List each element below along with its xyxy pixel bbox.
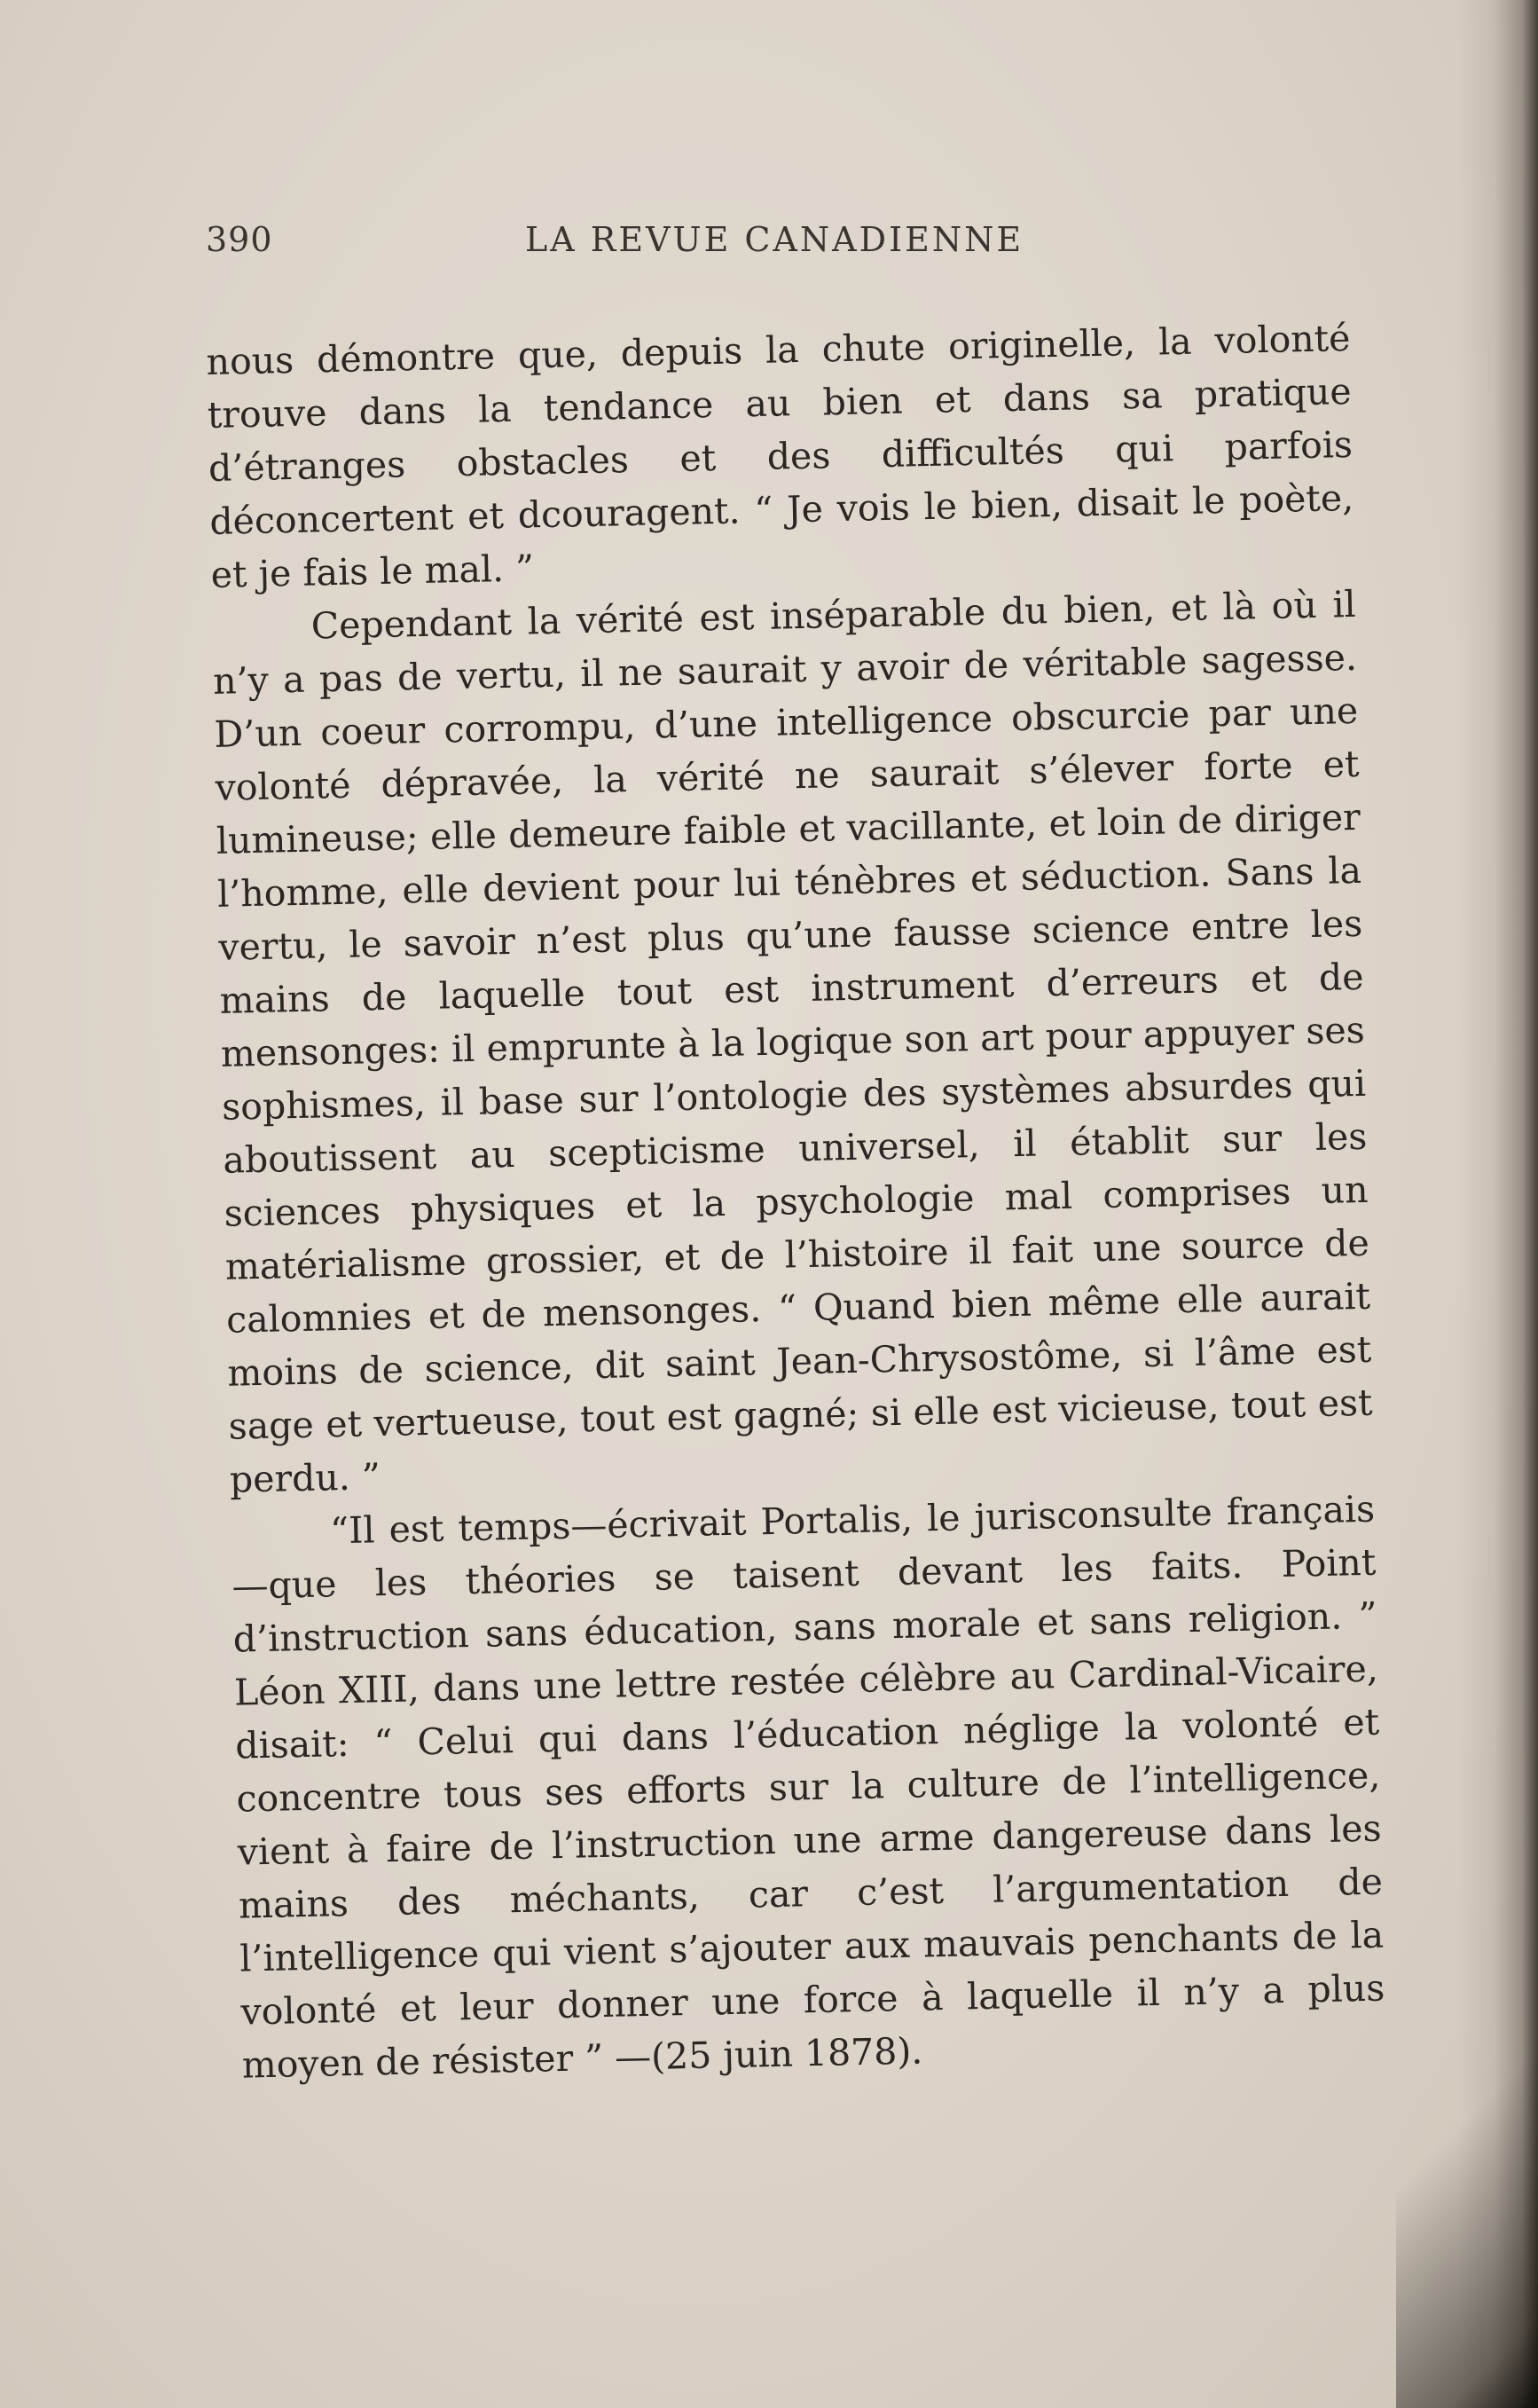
paragraph-1: nous démontre que, depuis la chute originelle, la volonté trouve dans la tendance au bien et dans sa pratique d’étranges obstacles et des difficultés qui parfois déconcertent et dcouragent. “ Je vois le bien, disait le poète, et je fais le mal. ” bbox=[206, 316, 1354, 596]
page-corner-shadow bbox=[1396, 1947, 1538, 2408]
paragraph-2: Cependant la vérité est inséparable du bien, et là où il n’y a pas de vertu, il ne saurait y avoir de véritable sagesse. D’un coeur corrompu, d’une intelligence obscurcie par une volonté dépravée, la vérité ne saurait s’élever forte et lumineuse; elle demeure faible et vacillante, et loin de diriger l’homme, elle devient pour lui ténèbres et séduction. Sans la vertu, le savoir n’est plus qu’une fausse science entre les mains de laquelle tout est instrument d’erreurs et de mensonges: il emprunte à la logique son art pour appuyer ses sophismes, il base sur l’ontologie des systèmes absurdes qui aboutissent au scepticisme universel, il établit sur les sciences physiques et la psychologie mal comprises un matérialisme grossier, et de l’histoire il fait une source de calomnies et de mensonges. “ Quand bien même elle aurait moins de science, dit saint Jean-Chrysostôme, si l’âme est sage et vertueuse, tout est gagné; si elle est vicieuse, tout est perdu. ” bbox=[212, 582, 1373, 1501]
page-header bbox=[206, 220, 1040, 273]
body-text bbox=[206, 311, 1386, 2092]
paragraph-3: “Il est temps—écrivait Portalis, le jurisconsulte français —que les théories se taisent devant les faits. Point d’instruction sans éducation, sans morale et sans religion. ” Léon XIII, dans une lettre restée célèbre au Cardinal-Vicaire, disait: “ Celui qui dans l’éducation néglige la volonté et concentre tous ses efforts sur la culture de l’intelligence, vient à faire de l’instruction une arme dangereuse dans les mains des méchants, car c’est l’argumentation de l’intelligence qui vient s’ajouter aux mauvais penchants de la volonté et leur donner une force à laquelle il n’y a plus moyen de résister ” —(25 juin 1878). bbox=[231, 1487, 1385, 2087]
page-number: 390 bbox=[206, 220, 273, 259]
running-head: LA REVUE CANADIENNE bbox=[525, 220, 1024, 259]
